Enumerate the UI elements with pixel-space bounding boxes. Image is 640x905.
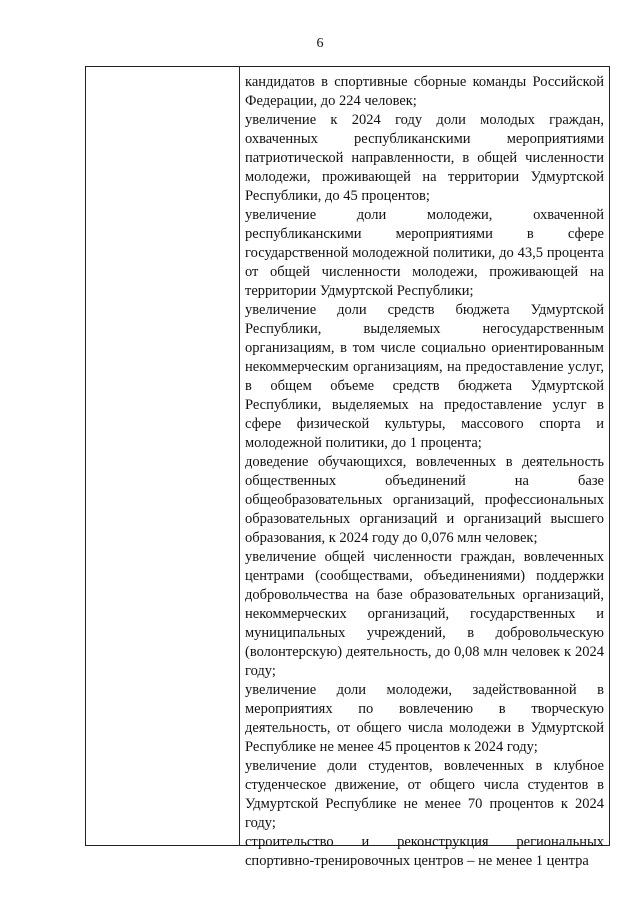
paragraph-8: увеличение доли студентов, вовлеченных в клубное студенческое движение, от общего числа студентов в Удмуртской Республике не менее 70 процентов к 2024 году; — [245, 758, 604, 831]
paragraph-5: доведение обучающихся, вовлеченных в деятельность общественных объединений на базе общеобразовательных организаций, профессиональных образовательных организаций и организаций высшего образования, к 2024 году до 0,076 млн человек; — [245, 454, 604, 546]
paragraph-3: увеличение доли молодежи, охваченной республиканскими мероприятиями в сфере государственной молодежной политики, до 43,5 процента от общей численности молодежи, проживающей на территории Удмуртской Республики; — [245, 207, 604, 299]
table-right-column — [240, 67, 609, 869]
page-number: 6 — [316, 36, 324, 51]
paragraph-7: увеличение доли молодежи, задействованной в мероприятиях по вовлечению в творческую деятельность, от общего числа молодежи в Удмуртской Республике не менее 45 процентов к 2024 году; — [245, 682, 604, 755]
paragraph-2: увеличение к 2024 году доли молодых граждан, охваченных республиканскими мероприятиями патриотической направленности, в общей численности молодежи, проживающей на территории Удмуртской Республики, до 45 процентов; — [245, 112, 604, 204]
paragraph-6: увеличение общей численности граждан, вовлеченных центрами (сообществами, объединениями) поддержки добровольчества на базе образовательных организаций, некоммерческих организаций, государственных и муниципальных учреждений, в добровольческую (волонтерскую) деятельность, до 0,08 млн человек к 2024 году; — [245, 549, 604, 679]
document-table — [85, 66, 610, 869]
paragraph-9: строительство и реконструкция региональных спортивно-тренировочных центров – не менее 1 центра — [245, 834, 604, 869]
paragraph-1: кандидатов в спортивные сборные команды Российской Федерации, до 224 человек; — [245, 74, 604, 109]
paragraph-4: увеличение доли средств бюджета Удмуртской Республики, выделяемых негосударственным организациям, в том числе социально ориентированным некоммерческим организациям, на предоставление услуг, в общем объеме средств бюджета Удмуртской Республики, выделяемых на предоставление услуг в сфере физической культуры, массового спорта и молодежной политики, до 1 процента; — [245, 302, 604, 451]
table-left-column — [86, 67, 240, 845]
